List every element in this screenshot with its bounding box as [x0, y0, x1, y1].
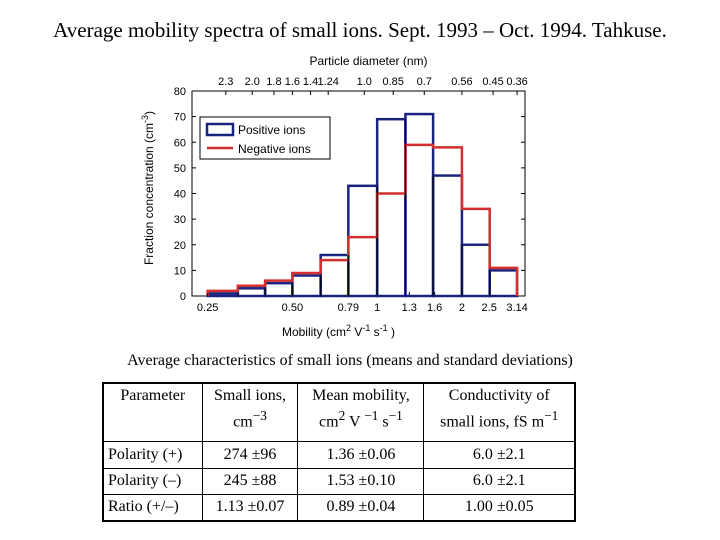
- y-tick-label: 80: [173, 86, 186, 98]
- x-tick-label: 1.3: [401, 302, 417, 314]
- x-tick-label: 1: [374, 302, 381, 314]
- top-tick-label: 0.45: [482, 76, 504, 88]
- table-row: [103, 442, 575, 468]
- x-tick-label: 1.6: [426, 302, 443, 314]
- y-tick-label: 60: [173, 137, 186, 150]
- top-tick-label: 0.36: [506, 76, 528, 88]
- top-tick-label: 0.85: [382, 76, 404, 88]
- cell-small-ions: 245 ±88: [202, 468, 298, 494]
- header-mean-mobility: Mean mobility, $cm^2$ V $^{-1}$ $s^{-1}$: [298, 383, 424, 442]
- cell-small-ions: 1.13 ±0.07: [202, 494, 298, 521]
- y-tick-label: 10: [173, 265, 186, 278]
- y-tick-label: 40: [173, 188, 186, 201]
- x-tick-label: 0.50: [281, 302, 304, 314]
- header-conductivity: Conductivity of small ions, fS $m^{-1}$: [424, 383, 575, 442]
- y-tick-label: 30: [173, 214, 186, 227]
- top-axis-title: Particle diameter (nm): [309, 54, 428, 68]
- table-row: [103, 468, 575, 494]
- top-tick-label: 2.3: [218, 76, 234, 88]
- y-tick-label: 70: [173, 111, 186, 124]
- top-tick-label: 1.0: [356, 76, 372, 88]
- table-row: [103, 494, 575, 521]
- top-tick-label: 1.4: [302, 76, 319, 88]
- top-tick-label: 2.0: [244, 76, 260, 88]
- x-tick-label: 0.79: [337, 302, 360, 314]
- x-tick-label: 3.14: [506, 302, 528, 314]
- top-tick-label: 1.6: [284, 76, 301, 88]
- cell-param: Polarity (+): [103, 442, 202, 468]
- y-tick-label: 50: [173, 162, 186, 175]
- cell-mobility: 1.36 ±0.06: [298, 442, 424, 468]
- cell-mobility: 0.89 ±0.04: [298, 494, 424, 521]
- top-tick-label: 0.7: [416, 76, 432, 88]
- y-tick-label: 0: [179, 291, 186, 303]
- x-axis-title: Mobility ($cm^2$ $V^{-1}$ $s^{-1}$ ): [281, 323, 396, 339]
- top-tick-label: 1.24: [317, 76, 339, 88]
- header-parameter: Parameter: [103, 383, 202, 442]
- legend-positive-label: Positive ions: [238, 123, 306, 137]
- cell-param: Polarity (–): [103, 468, 202, 494]
- table-caption: Average characteristics of small ions (means and standard deviations): [127, 352, 573, 369]
- x-tick-label: 0.25: [196, 302, 219, 314]
- cell-mobility: 1.53 ±0.10: [298, 468, 424, 494]
- cell-conductivity: 1.00 ±0.05: [424, 494, 575, 521]
- cell-conductivity: 6.0 ±2.1: [424, 442, 575, 468]
- header-small-ions: Small ions, $cm^{-3}$: [202, 383, 298, 442]
- characteristics-table: [102, 382, 576, 522]
- y-axis-title: Fraction concentration $(cm^{-3})$: [140, 110, 156, 266]
- y-tick-label: 20: [173, 239, 186, 252]
- cell-param: Ratio (+/–): [103, 494, 202, 521]
- slide-title: Average mobility spectra of small ions. Sept. 1993 – Oct. 1994. Tahkuse.: [53, 18, 667, 42]
- cell-small-ions: 274 ±96: [202, 442, 298, 468]
- top-tick-label: 1.8: [266, 76, 282, 88]
- cell-conductivity: 6.0 ±2.1: [424, 468, 575, 494]
- x-tick-label: 2.5: [481, 302, 497, 314]
- legend-negative-label: Negative ions: [238, 142, 311, 156]
- table-header-row: [103, 383, 575, 442]
- top-tick-label: 0.56: [451, 76, 473, 88]
- x-tick-label: 2: [458, 302, 465, 314]
